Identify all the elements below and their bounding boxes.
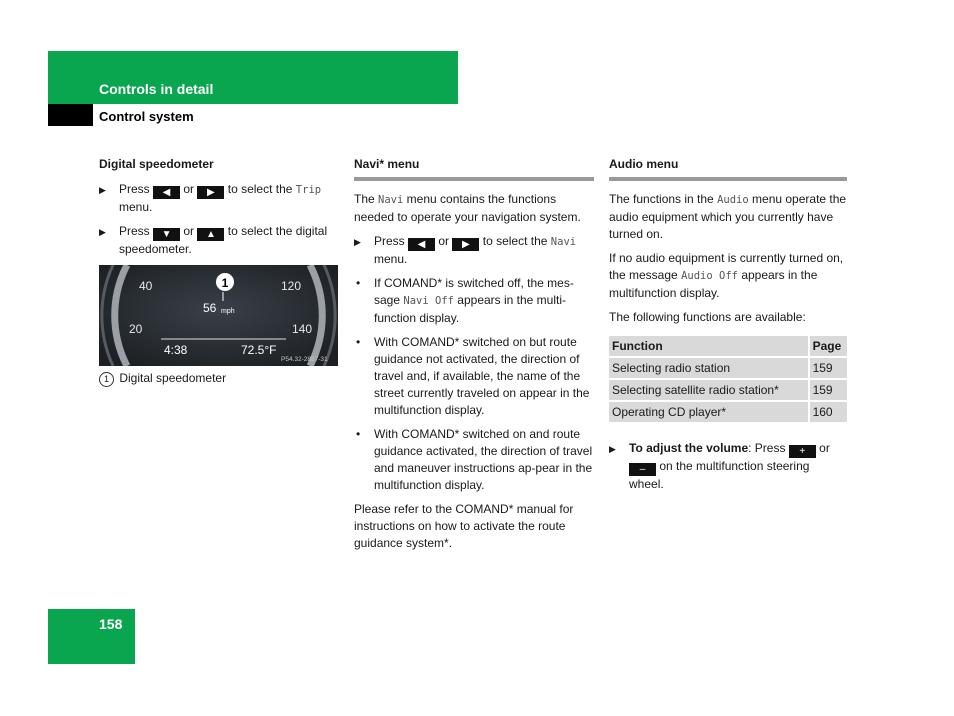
- speedometer-image: [99, 265, 338, 366]
- speed-unit: mph: [221, 308, 235, 315]
- heading-audio-menu: Audio menu: [609, 156, 847, 181]
- caption-number: 1: [99, 372, 114, 387]
- up-key-icon: ▲: [197, 228, 224, 241]
- step-select-trip: ▶ Press ◀ or ▶ to select the Trip menu.: [99, 182, 322, 214]
- table-row: Selecting radio station 159: [609, 358, 847, 378]
- subsection-title: Control system: [99, 109, 194, 124]
- functions-available: The following functions are available:: [609, 310, 806, 324]
- right-key-icon: ▶: [197, 186, 224, 199]
- bullet-guidance-on: • With COMAND* switched on and route guidance activated, the direction of travel and maneuver instructions ap-pear in the multifunction display.: [356, 427, 593, 492]
- audio-off-note: If no audio equipment is currently turned on, the message Audio Off appears in the multifunction display.: [609, 251, 844, 300]
- subsection-marker: [48, 104, 93, 126]
- navi-intro: The Navi menu contains the functions needed to operate your navigation system.: [354, 192, 581, 224]
- step-adjust-volume: ▶ To adjust the volume: Press + or – on the multifunction steering wheel.: [609, 441, 830, 491]
- column-audio: [609, 156, 847, 500]
- table-header-row: [609, 336, 847, 356]
- left-key-icon: ◀: [408, 238, 435, 251]
- table-row: Operating CD player* 160: [609, 402, 847, 422]
- navi-closing: Please refer to the COMAND* manual for instructions on how to activate the route guidance system*.: [354, 502, 574, 550]
- minus-key-icon: –: [629, 463, 656, 476]
- tick-140: 140: [292, 322, 313, 336]
- callout-number: 1: [221, 276, 229, 290]
- step-select-navi: ▶ Press ◀ or ▶ to select the Navi menu.: [354, 234, 577, 266]
- table-row: Selecting satellite radio station* 159: [609, 380, 847, 400]
- page-number: 158: [99, 616, 123, 632]
- section-title: Controls in detail: [99, 81, 214, 97]
- bullet-comand-off: • If COMAND* is switched off, the mes-sage Navi Off appears in the multi-function display.: [356, 276, 574, 325]
- image-code: P54.32-2887-31: [281, 356, 328, 363]
- tick-120: 120: [281, 279, 302, 293]
- outside-temp: 72.5°F: [241, 343, 277, 357]
- plus-key-icon: +: [789, 445, 816, 458]
- heading-navi-menu: Navi* menu: [354, 156, 594, 181]
- tick-20: 20: [129, 322, 143, 336]
- left-key-icon: ◀: [153, 186, 180, 199]
- column-speedometer: [99, 156, 339, 387]
- table-header-function: Function: [609, 336, 808, 356]
- tick-40: 40: [139, 279, 153, 293]
- step-select-speedometer: ▶ Press ▼ or ▲ to select the digital speedometer.: [99, 224, 328, 256]
- bullet-guidance-off: • With COMAND* switched on but route guidance not activated, the direction of travel and, if available, the name of the street currently traveled on appear in the multifunction display.: [356, 335, 590, 417]
- function-table: [609, 334, 847, 424]
- speed-value: 56: [203, 301, 217, 315]
- table-header-page: Page: [808, 336, 847, 356]
- image-caption: 1 Digital speedometer: [99, 370, 339, 387]
- step-arrow-icon: ▶: [99, 185, 106, 195]
- down-key-icon: ▼: [153, 228, 180, 241]
- step-arrow-icon: ▶: [609, 444, 616, 454]
- right-key-icon: ▶: [452, 238, 479, 251]
- step-arrow-icon: ▶: [354, 237, 361, 247]
- clock-time: 4:38: [164, 343, 188, 357]
- column-navi: [354, 156, 594, 559]
- heading-digital-speedometer: Digital speedometer: [99, 157, 214, 171]
- step-arrow-icon: ▶: [99, 227, 106, 237]
- audio-intro: The functions in the Audio menu operate the audio equipment which you currently have turned on.: [609, 192, 847, 241]
- trip-code: Trip: [295, 184, 322, 196]
